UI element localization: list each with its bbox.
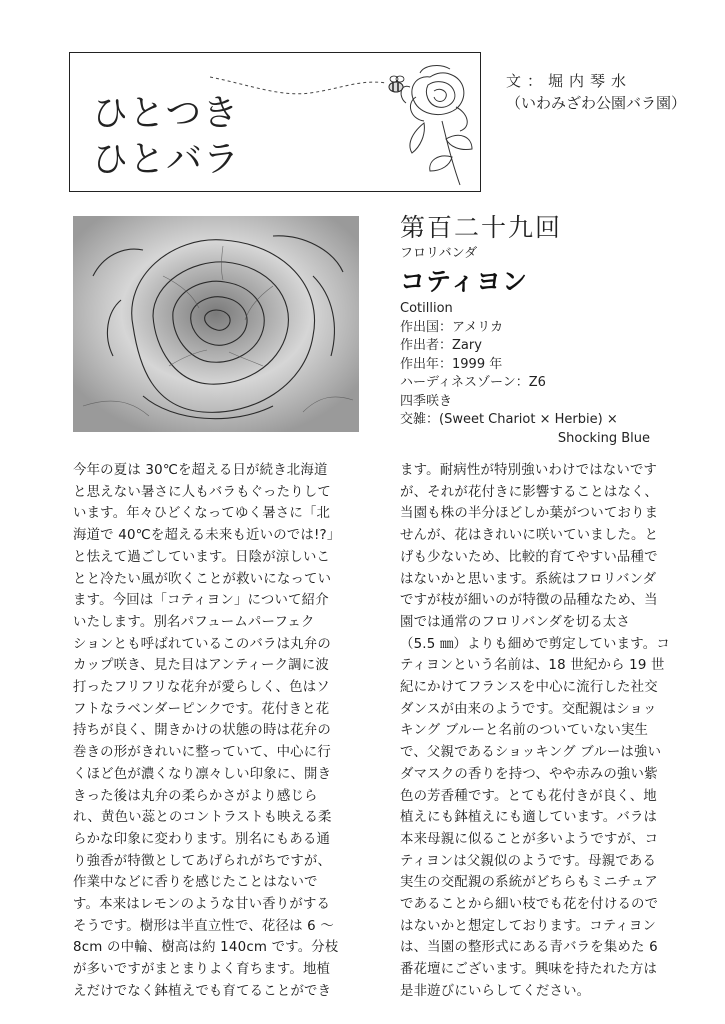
body-text-line: り強香が特徴としてあげられがちですが、 [73, 853, 332, 869]
body-text-line: 番花壇にございます。興味を持たれた方は [400, 962, 658, 978]
body-text-line: きった後は丸弁の柔らかさがより感じら [73, 788, 318, 804]
body-text-line: 作業中などに香りを感じたことはないで [73, 875, 318, 891]
body-text-line: 海道で 40℃を超える未来も近いのでは!?」 [73, 528, 341, 544]
rose-specs [400, 300, 660, 448]
body-text-line: は、当園の整形式にある青バラを集めた 6 [400, 940, 658, 956]
body-text-line: とと冷たい風が吹くことが救いになってい [73, 571, 332, 587]
rose-photo [73, 216, 359, 432]
rose-category: フロリバンダ [400, 246, 478, 261]
episode-number: 第百二十九回 [400, 213, 563, 242]
author-name: 文：堀内琴水 [506, 72, 633, 90]
body-text-line: ダンスが由来のようです。交配親はショッ [400, 701, 657, 717]
body-text-line: いたします。別名パフュームパーフェク [73, 614, 315, 630]
body-text-line: くほど色が濃くなり凛々しい印象に、開き [73, 766, 332, 782]
body-text-line: 本来母親に似ることが多いようですが、コ [400, 831, 659, 847]
spec-bloom: 四季咲き [400, 393, 453, 409]
body-text-line: キング ブルーと名前のついていない実生 [400, 723, 649, 739]
spec-hardiness: ハーディネスゾーン：Z6 [400, 375, 546, 390]
body-text-line: と怯えて過ごしています。日陰が涼しいこ [73, 549, 331, 565]
body-text-line: 持ちが良く、開きかけの状態の時は花弁の [73, 723, 331, 739]
body-text-line: せんが、花はきれいに咲いていました。と [400, 528, 659, 544]
body-text-line: 色の芳香種です。とても花付きが良く、地 [400, 788, 657, 804]
body-text-line: であることから細い枝でも花を付けるので [400, 897, 659, 913]
body-text-line: ます。今回は「コティヨン」について紹介 [73, 593, 329, 609]
body-text-line: 実生の交配親の系統がどちらもミニチュア [400, 875, 658, 891]
body-text-line: 巻きの形がきれいに整っていて、中心に行 [73, 745, 331, 761]
spec-cross-cont: Shocking Blue [557, 430, 650, 446]
body-text-line: 植えにも鉢植えにも適しています。バラは [400, 810, 658, 826]
body-text-line: えだけでなく鉢植えでも育てることができ [73, 983, 332, 999]
body-text-line: れ、黄色い蕊とのコントラストも映える柔 [73, 810, 332, 826]
article-body-right [400, 460, 692, 1003]
series-title-line1: ひとつき [92, 93, 240, 134]
spec-year: 作出年：1999 年 [400, 356, 503, 372]
author-affiliation: （いわみざわ公園バラ園） [506, 94, 687, 112]
body-text-line: げも少ないため、比較的育てやすい品種で [400, 549, 658, 565]
body-text-line: と思えない暑さに人もバラもぐったりして [73, 484, 331, 500]
body-text-line: います。年々ひどくなってゆく暑さに「北 [73, 506, 331, 522]
body-text-line: ダマスクの香りを持つ、やや赤みの強い紫 [400, 766, 658, 782]
body-text-line: 園では通常のフロリバンダを切る太さ [400, 614, 631, 630]
body-text-line: が、それが花付きに影響することはなく、 [400, 484, 658, 500]
body-text-line: カップ咲き、見た目はアンティーク調に波 [73, 658, 329, 674]
body-text-line: ションとも呼ばれているこのバラは丸弁の [73, 636, 331, 652]
series-header-box [69, 52, 481, 192]
body-text-line: 打ったフリフリな花弁が愛らしく、色はソ [73, 680, 330, 696]
body-text-line: 8cm の中輪、樹高は約 140cm です。分枝 [73, 940, 339, 956]
rose-name: コティヨン [400, 267, 529, 296]
body-text-line: そうです。樹形は半直立性で、花径は 6 ～ [73, 918, 334, 934]
spec-origin: 作出国：アメリカ [400, 319, 504, 335]
body-text-line: フトなラベンダーピンクです。花付きと花 [73, 701, 330, 717]
body-text-line: ティヨンは父親似のようです。母親である [400, 853, 657, 869]
body-text-line: す。本来はレモンのような甘い香りがする [73, 897, 331, 913]
spec-cross: 交雑：(Sweet Chariot × Herbie) × [400, 412, 618, 427]
body-text-line: 是非遊びにいらしてください。 [400, 983, 591, 999]
body-text-line: 当園も株の半分ほどしか葉がついておりま [400, 506, 659, 522]
spec-breeder: 作出者：Zary [400, 338, 482, 353]
body-text-line: （5.5 ㎜）よりも細めで剪定しています。コ [400, 636, 670, 652]
body-text-line: で、父親であるショッキング ブルーは強い [400, 745, 662, 761]
series-title-line2: ひとバラ [92, 139, 241, 180]
rose-line-drawing [210, 57, 480, 191]
article-body-left [73, 460, 363, 1003]
body-text-line: はないかと想定しております。コティヨン [400, 918, 657, 934]
body-text-line: ですが枝が細いのが特徴の品種なため、当 [400, 593, 658, 609]
body-text-line: らかな印象に変わります。別名にもある通 [73, 831, 331, 847]
author-credit [506, 70, 686, 114]
body-text-line: 紀にかけてフランスを中心に流行した社交 [400, 680, 658, 696]
body-text-line: が多いですがまとまりよく育ちます。地植 [73, 962, 331, 978]
body-text-line: ティヨンという名前は、18 世紀から 19 世 [400, 658, 665, 674]
spec-latin-name: Cotillion [400, 301, 453, 316]
body-text-line: はないかと思います。系統はフロリバンダ [400, 571, 657, 587]
body-text-line: 今年の夏は 30℃を超える日が続き北海道 [73, 463, 328, 478]
body-text-line: ます。耐病性が特別強いわけではないです [400, 463, 658, 478]
